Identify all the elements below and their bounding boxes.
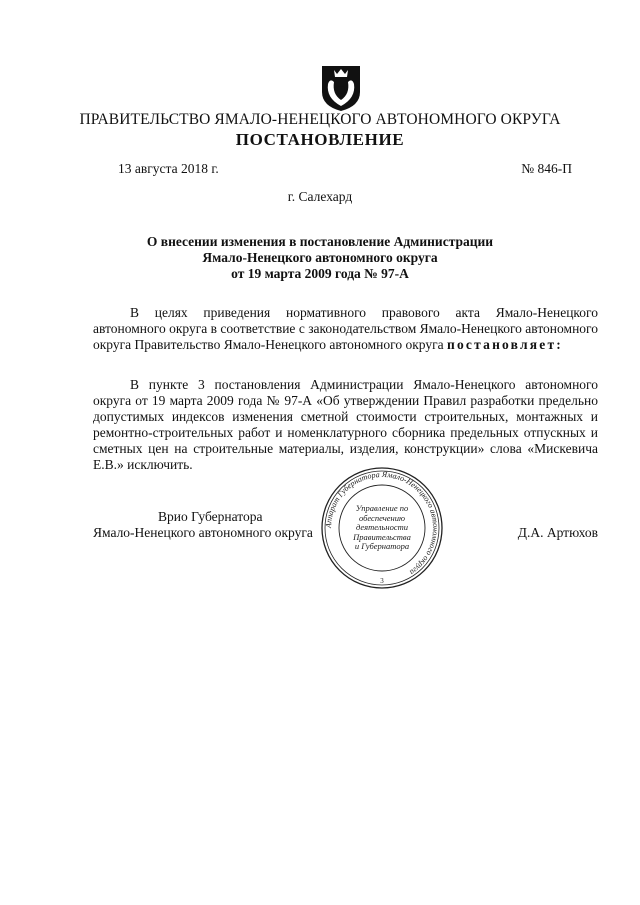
- title-line-1: О внесении изменения в постановление Администрации: [146, 234, 494, 249]
- signatory-position-line-1: Врио Губернатора: [158, 509, 263, 524]
- title-line-3: от 19 марта 2009 года № 97-А: [231, 266, 409, 281]
- signatory-position-line-2: Ямало-Ненецкого автономного округа: [93, 525, 313, 540]
- document-title: [100, 234, 540, 282]
- stamp-line-2: обеспечению: [358, 512, 406, 523]
- resolves-keyword: постановляет:: [447, 337, 563, 352]
- signatory-name: Д.А. Артюхов: [517, 525, 598, 540]
- stamp-line-5: и Губернатора: [354, 541, 410, 551]
- coat-of-arms-icon: [320, 64, 362, 112]
- stamp-center-text: [340, 504, 424, 552]
- document-date: 13 августа 2018 г.: [118, 161, 219, 176]
- government-name: ПРАВИТЕЛЬСТВО ЯМАЛО-НЕНЕЦКОГО АВТОНОМНОГО ОКРУГА: [79, 111, 561, 128]
- document-city: г. Салехард: [287, 189, 353, 204]
- document-number: № 846-П: [521, 161, 572, 176]
- resolution-paragraph: В пункте 3 постановления Администрации Ямало-Ненецкого автономного округа от 19 марта 2009 года № 97-А «Об утверждении Правил разработки предельно допустимых индексов изменения сметной стоимости строительных, монтажных и ремонтно-строительных работ и номенклатурного сборника предельных отпускных и сметных цен на строительные материалы, изделия, конструкции» слова «Мискевича Е.В.» исключить.: [93, 377, 598, 472]
- preamble-paragraph: [93, 305, 598, 353]
- title-line-2: Ямало-Ненецкого автономного округа: [202, 250, 438, 265]
- stamp-line-3: деятельности: [355, 522, 409, 532]
- preamble-text: В целях приведения нормативного правового акта Ямало-Ненецкого автономного округа в соответствие с законодательством Ямало-Ненецкого автономного округа Правительство Ямало-Ненецкого автономного округа: [93, 305, 598, 352]
- stamp-line-4: Правительства: [353, 531, 411, 542]
- stamp-outer-text: Аппарат Губернатора Ямало-Ненецкого автономного округа: [323, 469, 441, 577]
- stamp-line-1: Управление по: [355, 503, 409, 513]
- document-type: ПОСТАНОВЛЕНИЕ: [235, 130, 405, 149]
- stamp-number: 3: [380, 577, 384, 585]
